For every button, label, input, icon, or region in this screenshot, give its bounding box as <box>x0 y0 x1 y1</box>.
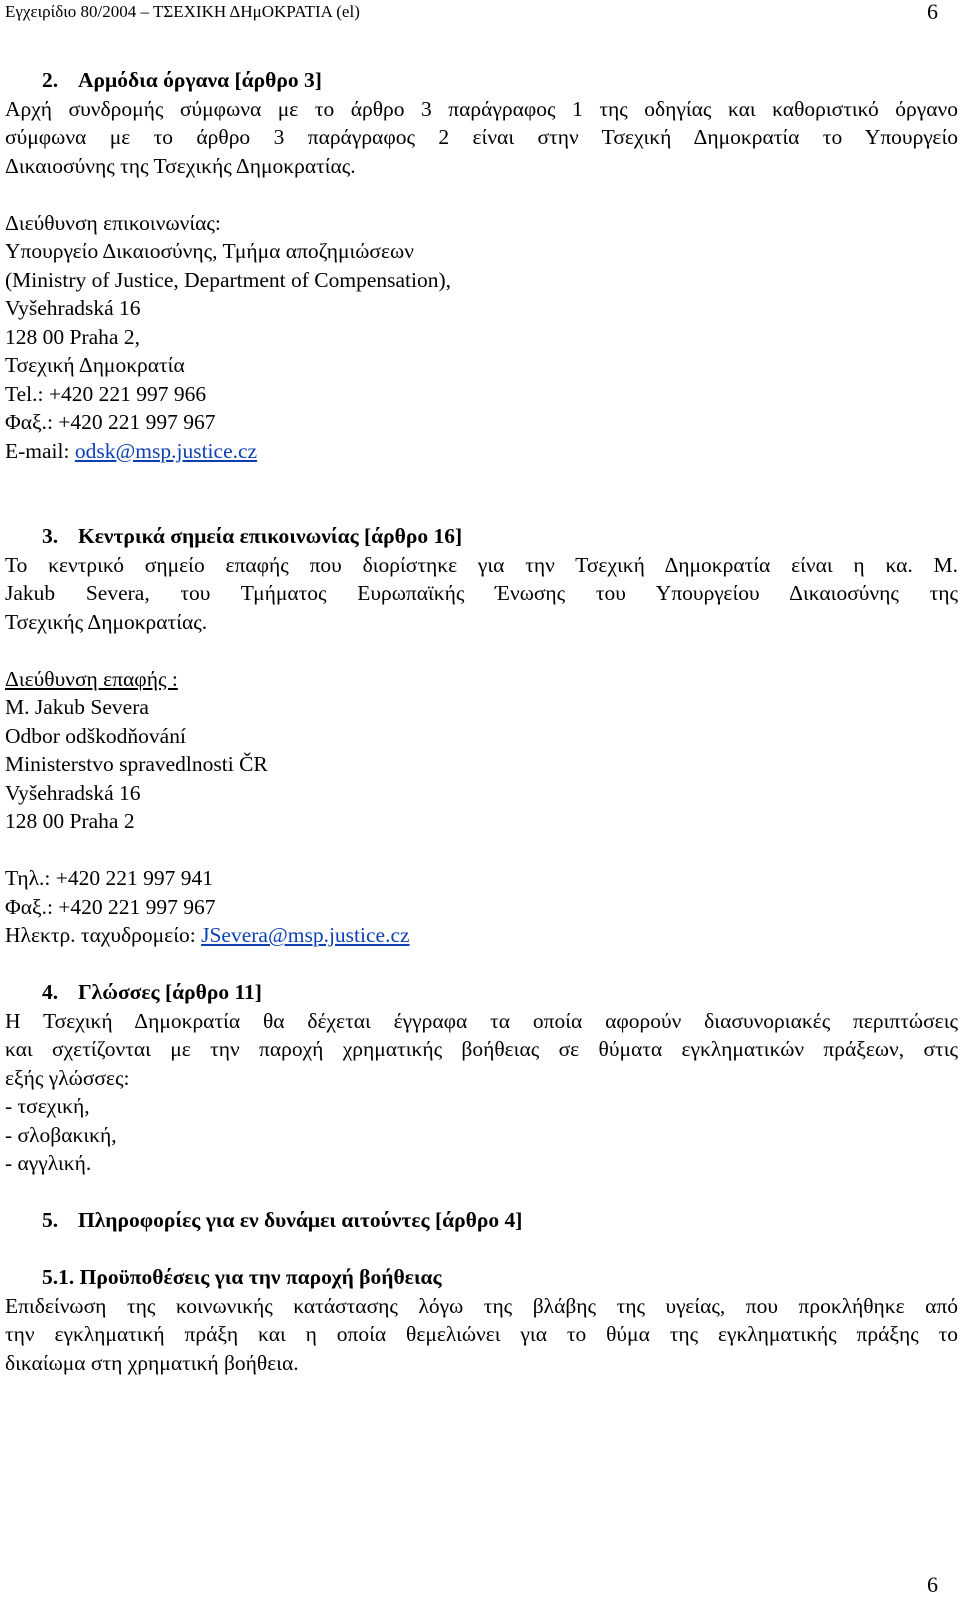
address-line: Τσεχική Δημοκρατία <box>5 353 185 377</box>
fax-line: Φαξ.: +420 221 997 967 <box>5 410 216 434</box>
section-number: 5.1. <box>42 1265 75 1289</box>
paragraph-line: Δικαιοσύνης της Τσεχικής Δημοκρατίας. <box>5 153 356 178</box>
contact-address-label: Διεύθυνση επαφής : <box>5 666 178 691</box>
section-title: Προϋποθέσεις για την παροχή βοήθειας <box>79 1265 442 1289</box>
phone-line: Tel.: +420 221 997 966 <box>5 381 207 406</box>
email-link[interactable]: JSevera@msp.justice.cz <box>201 923 410 947</box>
section-number: 5. <box>42 1208 59 1232</box>
paragraph-line: Jakub Severa, του Τμήματος Ευρωπαϊκής Ένωσης του Υπουργείου Δικαιοσύνης της <box>5 581 958 605</box>
address-line: Ministerstvo spravedlnosti ČR <box>5 752 268 776</box>
address-label: Διεύθυνση επικοινωνίας: <box>5 210 221 235</box>
section-title: Γλώσσες [άρθρο 11] <box>78 980 262 1004</box>
paragraph-line: Το κεντρικό σημείο επαφής που διορίστηκε για την Τσεχική Δημοκρατία είναι η κα. M. <box>5 552 958 577</box>
address-line: Vyšehradská 16 <box>5 296 141 320</box>
page-number-bottom: 6 <box>927 1572 938 1597</box>
paragraph-line: την εγκληματική πράξη και η οποία θεμελιώνει για το θύμα της εγκληματικής πράξης το <box>5 1322 958 1346</box>
section-5-heading <box>5 1206 958 1235</box>
running-header: Εγχειρίδιο 80/2004 – ΤΣΕΧΙΚΗ ΔΗμΟΚΡΑΤΙΑ (el) <box>5 2 360 21</box>
section-title: Πληροφορίες για εν δυνάμει αιτούντες [άρθρο 4] <box>78 1208 523 1232</box>
section-3-heading <box>5 522 958 551</box>
section-title: Κεντρικά σημεία επικοινωνίας [άρθρο 16] <box>78 524 463 548</box>
address-line: 128 00 Praha 2, <box>5 324 140 349</box>
section-number: 4. <box>42 980 59 1004</box>
paragraph-line: Αρχή συνδρομής σύμφωνα με το άρθρο 3 παράγραφος 1 της οδηγίας και καθοριστικό όργανο <box>5 96 958 121</box>
section-2-heading <box>5 66 958 95</box>
document-body <box>5 66 958 1377</box>
paragraph-line: σύμφωνα με το άρθρο 3 παράγραφος 2 είναι στην Τσεχική Δημοκρατία το Υπουργείο <box>5 125 958 149</box>
paragraph-line: και σχετίζονται με την παροχή χρηματικής βοήθειας σε θύματα εγκληματικών πράξεων, στις <box>5 1037 958 1061</box>
email-line <box>5 921 958 950</box>
section-5-1-heading <box>5 1263 958 1292</box>
paragraph-line: δικαίωμα στη χρηματική βοήθεια. <box>5 1350 299 1375</box>
paragraph-line: Επιδείνωση της κοινωνικής κατάστασης λόγω της βλάβης της υγείας, που προκλήθηκε από <box>5 1293 958 1318</box>
address-line: Vyšehradská 16 <box>5 780 141 805</box>
address-line: 128 00 Praha 2 <box>5 809 135 833</box>
section-number: 2. <box>42 68 59 92</box>
phone-line: Τηλ.: +420 221 997 941 <box>5 866 213 890</box>
email-link[interactable]: odsk@msp.justice.cz <box>74 438 258 463</box>
address-line: (Ministry of Justice, Department of Compensation), <box>5 267 452 292</box>
section-title: Αρμόδια όργανα [άρθρο 3] <box>78 68 322 92</box>
list-item: - τσεχική, <box>5 1094 90 1118</box>
section-4-heading <box>5 978 958 1007</box>
section-number: 3. <box>42 524 59 548</box>
paragraph-line: εξής γλώσσες: <box>5 1065 130 1090</box>
address-line: Υπουργείο Δικαιοσύνης, Τμήμα αποζημιώσεων <box>5 239 414 263</box>
address-line: Odbor odškodňování <box>5 723 186 748</box>
email-label: Ηλεκτρ. ταχυδρομείο: <box>5 923 202 947</box>
email-label: E-mail: <box>5 438 75 463</box>
list-item: - σλοβακική, <box>5 1122 117 1147</box>
address-line: M. Jakub Severa <box>5 695 149 719</box>
list-item: - αγγλική. <box>5 1151 92 1175</box>
paragraph-line: Τσεχικής Δημοκρατίας. <box>5 609 208 634</box>
fax-line: Φαξ.: +420 221 997 967 <box>5 894 216 919</box>
page-number-top: 6 <box>927 0 938 24</box>
paragraph-line: Η Τσεχική Δημοκρατία θα δέχεται έγγραφα τα οποία αφορούν διασυνοριακές περιπτώσεις <box>5 1008 958 1033</box>
email-line <box>5 437 958 466</box>
